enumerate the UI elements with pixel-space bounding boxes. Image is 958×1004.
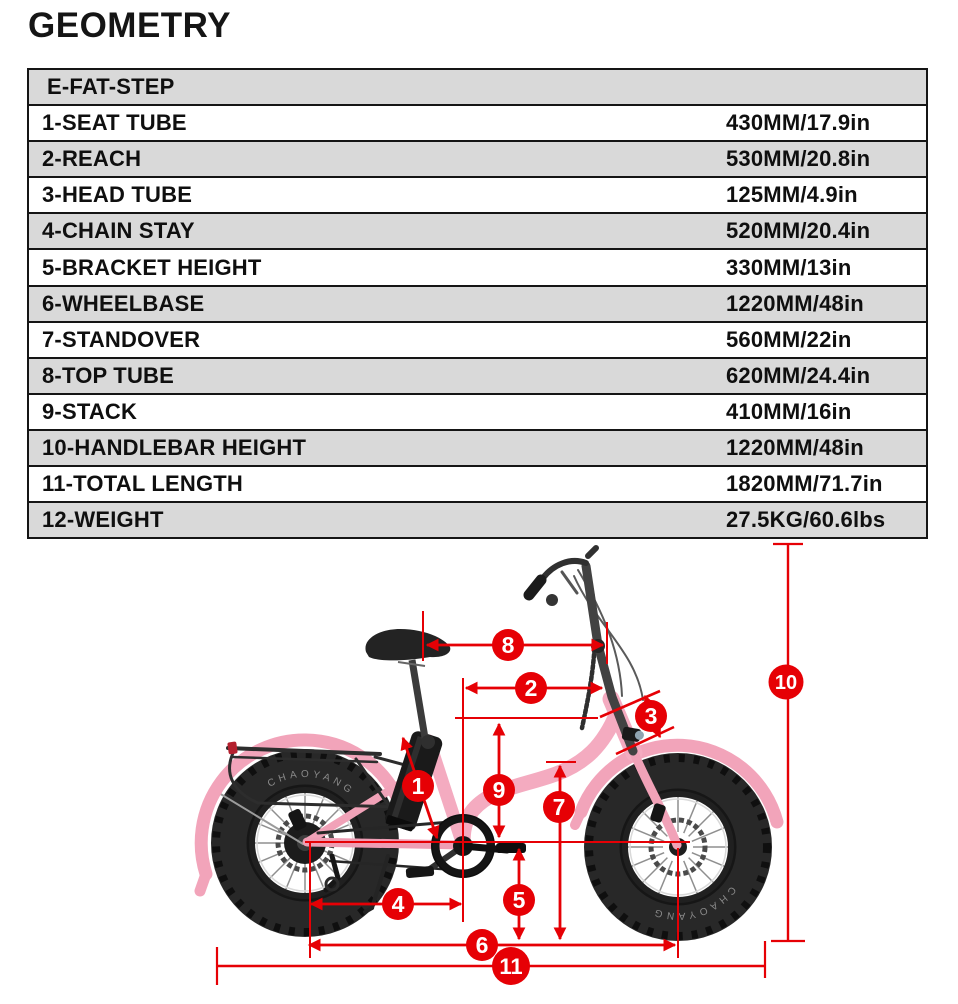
- dim-marker-7: [543, 791, 575, 823]
- spec-label: 2-REACH: [42, 146, 142, 172]
- spec-value: 330MM/13in: [726, 254, 852, 280]
- dim-marker-6: [466, 929, 498, 961]
- spec-value: 27.5KG/60.6lbs: [726, 507, 886, 533]
- bell: [546, 594, 558, 606]
- bike-illustration: [200, 548, 777, 936]
- saddle-assembly: [365, 629, 450, 749]
- table-row: [29, 142, 926, 178]
- right-pedal: [496, 843, 526, 853]
- spec-value: 520MM/20.4in: [726, 218, 871, 244]
- spec-label: 6-WHEELBASE: [42, 290, 205, 316]
- dim-marker-label: 5: [512, 887, 526, 913]
- dim-marker-label: 4: [391, 891, 405, 917]
- spec-label: 11-TOTAL LENGTH: [42, 471, 244, 497]
- brake-lever: [562, 572, 577, 593]
- dim-marker-5: [503, 884, 535, 916]
- geometry-spec-table: [27, 68, 928, 539]
- dim-marker-9: [483, 774, 515, 806]
- spec-value: 125MM/4.9in: [726, 182, 858, 208]
- dim-marker-label: 11: [499, 954, 523, 979]
- table-row: [29, 178, 926, 214]
- dim-marker-2: [515, 672, 547, 704]
- dim-marker-label: 2: [524, 675, 538, 701]
- spec-value: 410MM/16in: [726, 398, 852, 424]
- table-row: [29, 287, 926, 323]
- table-row: [29, 106, 926, 142]
- table-row: [29, 431, 926, 467]
- spec-value: 1220MM/48in: [726, 290, 864, 316]
- table-header-label: E-FAT-STEP: [47, 74, 175, 100]
- dim-marker-label: 6: [475, 932, 489, 958]
- seat-clamp: [421, 735, 435, 749]
- dim-marker-4: [382, 888, 414, 920]
- dim-marker-label: 10: [774, 672, 798, 694]
- dim-marker-11: [492, 947, 530, 985]
- dim-marker-3: [635, 700, 667, 732]
- dim-marker-label: 3: [644, 703, 658, 729]
- spec-value: 430MM/17.9in: [726, 110, 871, 136]
- spec-value: 1820MM/71.7in: [726, 471, 883, 497]
- spec-label: 3-HEAD TUBE: [42, 182, 193, 208]
- table-header-row: [29, 70, 926, 106]
- spec-label: 10-HANDLEBAR HEIGHT: [42, 434, 307, 460]
- table-row: [29, 395, 926, 431]
- spec-label: 5-BRACKET HEIGHT: [42, 254, 262, 280]
- tire-brand-text: CHAOYANG: [649, 883, 738, 922]
- dim-marker-label: 1: [411, 773, 425, 799]
- front-mudflap: [575, 812, 581, 825]
- spec-label: 7-STANDOVER: [42, 326, 201, 352]
- table-row: [29, 214, 926, 250]
- dim-marker-10: [769, 665, 804, 700]
- dim-marker-label: 9: [492, 777, 506, 803]
- table-row: [29, 359, 926, 395]
- spec-label: 1-SEAT TUBE: [42, 110, 187, 136]
- grip: [529, 580, 541, 595]
- spec-value: 620MM/24.4in: [726, 362, 871, 388]
- spec-label: 4-CHAIN STAY: [42, 218, 195, 244]
- page-title: GEOMETRY: [28, 6, 231, 45]
- tail-light: [227, 741, 238, 754]
- tire-brand-text: CHAOYANG: [265, 768, 357, 799]
- spec-label: 12-WEIGHT: [42, 507, 164, 533]
- spec-value: 1220MM/48in: [726, 434, 864, 460]
- spec-label: 8-TOP TUBE: [42, 362, 174, 388]
- table-row: [29, 250, 926, 286]
- dim-marker-1: [402, 770, 434, 802]
- spec-label: 9-STACK: [42, 398, 138, 424]
- table-row: [29, 467, 926, 503]
- spec-value: 560MM/22in: [726, 326, 852, 352]
- dim-marker-8: [492, 629, 524, 661]
- table-row: [29, 503, 926, 537]
- dim-marker-label: 8: [501, 632, 515, 658]
- rear-mudflap: [200, 874, 206, 891]
- spec-value: 530MM/20.8in: [726, 146, 871, 172]
- dim-marker-label: 7: [552, 794, 566, 820]
- table-row: [29, 323, 926, 359]
